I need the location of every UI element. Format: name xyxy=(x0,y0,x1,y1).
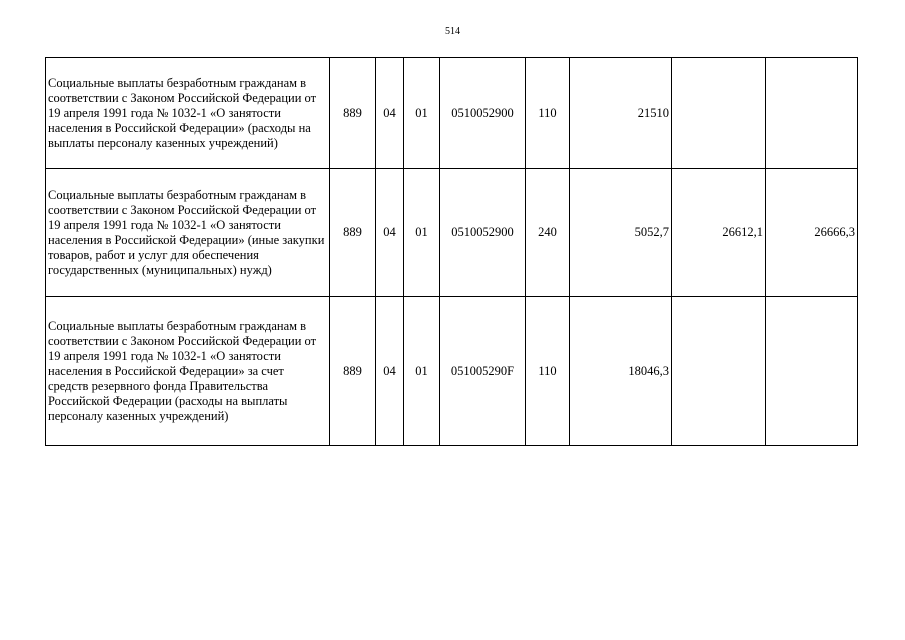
amount-1: 5052,7 xyxy=(570,169,672,297)
page-number: 514 xyxy=(445,26,460,37)
subsection-code: 01 xyxy=(404,297,440,446)
section-code: 04 xyxy=(376,58,404,169)
expense-description: Социальные выплаты безработным гражданам в соответствии с Законом Российской Федерации от 19 апреля 1991 года № 1032-1 «О занятости населения в Российской Федерации» за счет средств резервного фонда Правительства Российской Федерации (расходы на выплаты персоналу казенных учреждений) xyxy=(46,297,330,446)
expense-description: Социальные выплаты безработным гражданам в соответствии с Законом Российской Федерации от 19 апреля 1991 года № 1032-1 «О занятости населения в Российской Федерации» (иные закупки товаров, работ и услуг для обеспечения государственных (муниципальных) нужд) xyxy=(46,169,330,297)
ministry-code: 889 xyxy=(330,169,376,297)
expense-type-code: 110 xyxy=(526,297,570,446)
amount-1: 18046,3 xyxy=(570,297,672,446)
subsection-code: 01 xyxy=(404,169,440,297)
target-article-code: 0510052900 xyxy=(440,169,526,297)
subsection-code: 01 xyxy=(404,58,440,169)
table-row xyxy=(46,297,858,446)
ministry-code: 889 xyxy=(330,297,376,446)
expense-type-code: 110 xyxy=(526,58,570,169)
target-article-code: 051005290F xyxy=(440,297,526,446)
section-code: 04 xyxy=(376,297,404,446)
section-code: 04 xyxy=(376,169,404,297)
ministry-code: 889 xyxy=(330,58,376,169)
table-row xyxy=(46,169,858,297)
amount-2 xyxy=(672,297,766,446)
amount-2: 26612,1 xyxy=(672,169,766,297)
expense-type-code: 240 xyxy=(526,169,570,297)
amount-2 xyxy=(672,58,766,169)
amount-3 xyxy=(766,58,858,169)
budget-table xyxy=(45,57,858,446)
amount-3: 26666,3 xyxy=(766,169,858,297)
expense-description: Социальные выплаты безработным гражданам в соответствии с Законом Российской Федерации от 19 апреля 1991 года № 1032-1 «О занятости населения в Российской Федерации» (расходы на выплаты персоналу казенных учреждений) xyxy=(46,58,330,169)
table-row xyxy=(46,58,858,169)
amount-1: 21510 xyxy=(570,58,672,169)
target-article-code: 0510052900 xyxy=(440,58,526,169)
amount-3 xyxy=(766,297,858,446)
